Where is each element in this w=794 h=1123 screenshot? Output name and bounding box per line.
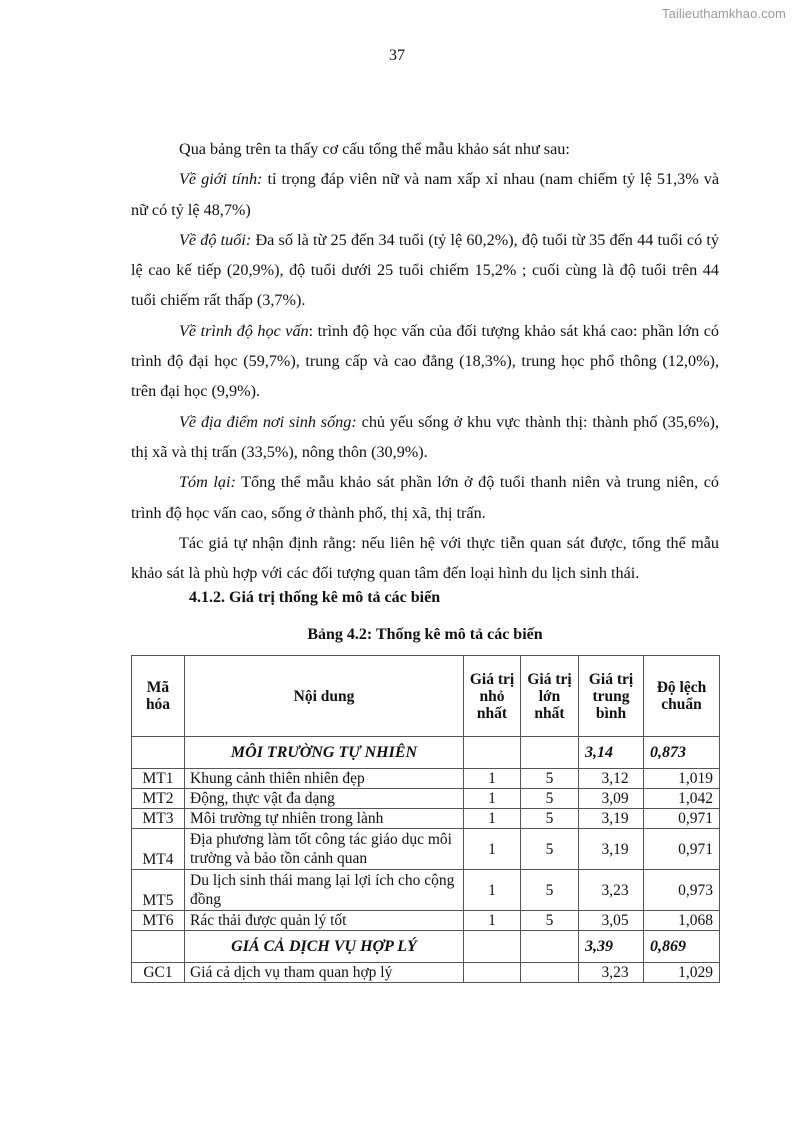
- cell-content: Môi trường tự nhiên trong lành: [185, 809, 464, 829]
- cell-code: MT1: [132, 769, 185, 789]
- paragraph-author-assessment: Tác giả tự nhận định rằng: nếu liên hệ với thực tiễn quan sát được, tổng thể mẫu khảo sát là phù hợp với các đối tượng quan tâm đến loại hình du lịch sinh thái.: [131, 533, 719, 583]
- paragraph-lead: Về giới tính:: [179, 170, 263, 189]
- table-row: [132, 963, 720, 983]
- cell-mean: 3,19: [579, 829, 644, 870]
- table-row: [132, 789, 720, 809]
- cell-sd: 0,971: [644, 829, 720, 870]
- cell-content: Du lịch sinh thái mang lại lợi ích cho cộng đồng: [185, 870, 464, 911]
- section-title: MÔI TRƯỜNG TỰ NHIÊN: [185, 737, 464, 769]
- cell-min: 1: [464, 911, 521, 931]
- table-row: [132, 829, 720, 870]
- cell-sd: 1,019: [644, 769, 720, 789]
- table-header-row: [132, 656, 720, 737]
- cell-sd: 1,042: [644, 789, 720, 809]
- table-row: [132, 769, 720, 789]
- cell-sd: 0,971: [644, 809, 720, 829]
- cell-max: 5: [521, 829, 579, 870]
- cell-code: MT3: [132, 809, 185, 829]
- cell-content: Động, thực vật đa dạng: [185, 789, 464, 809]
- cell-mean: 3,23: [579, 870, 644, 911]
- header-content: Nội dung: [185, 656, 464, 737]
- body-text: [131, 134, 719, 588]
- section-title: GIÁ CẢ DỊCH VỤ HỢP LÝ: [185, 931, 464, 963]
- watermark: Tailieuthamkhao.com: [661, 6, 786, 21]
- cell-code: MT6: [132, 911, 185, 931]
- cell-mean: 3,19: [579, 809, 644, 829]
- cell-mean: 3,12: [579, 769, 644, 789]
- paragraph-age: Về độ tuổi: Đa số là từ 25 đến 34 tuổi (tỷ lệ 60,2%), độ tuổi từ 35 đến 44 tuổi có tỷ lệ cao kế tiếp (20,9%), độ tuổi dưới 25 tuổi chiếm 15,2% ; cuối cùng là độ tuổi trên 44 tuổi chiếm rất thấp (3,7%).: [131, 230, 719, 310]
- cell-mean: 3,05: [579, 911, 644, 931]
- section-mean: 3,14: [579, 737, 644, 769]
- descriptive-stats-table: [131, 655, 720, 983]
- table-row: [132, 870, 720, 911]
- paragraph-intro: Qua bảng trên ta thấy cơ cấu tổng thể mẫu khảo sát như sau:: [179, 140, 570, 158]
- cell-sd: 0,973: [644, 870, 720, 911]
- cell-min: 1: [464, 769, 521, 789]
- cell-min: [464, 963, 521, 983]
- paragraph-summary: Tóm lại: Tổng thể mẫu khảo sát phần lớn ở độ tuổi thanh niên và trung niên, có trình độ học vấn cao, sống ở thành phố, thị xã, thị trấn.: [131, 473, 719, 522]
- table-row: [132, 809, 720, 829]
- paragraph-lead: Về độ tuổi:: [179, 230, 252, 249]
- cell-max: 5: [521, 789, 579, 809]
- section-mean: 3,39: [579, 931, 644, 963]
- table-row: [132, 911, 720, 931]
- cell-sd: 1,068: [644, 911, 720, 931]
- section-heading: 4.1.2. Giá trị thống kê mô tả các biến: [189, 589, 441, 606]
- paragraph-gender: Về giới tính: tỉ trọng đáp viên nữ và nam xấp xỉ nhau (nam chiếm tỷ lệ 51,3% và nữ có tỷ lệ 48,7%): [131, 170, 720, 219]
- cell-max: 5: [521, 769, 579, 789]
- cell-mean: 3,23: [579, 963, 644, 983]
- cell-code: MT2: [132, 789, 185, 809]
- cell-max: 5: [521, 809, 579, 829]
- cell-code: MT4: [132, 829, 185, 870]
- cell-min: 1: [464, 829, 521, 870]
- cell-content: Rác thải được quản lý tốt: [185, 911, 464, 931]
- cell-content: Địa phương làm tốt công tác giáo dục môi trường và bảo tồn cảnh quan: [185, 829, 464, 870]
- cell-sd: 1,029: [644, 963, 720, 983]
- cell-content: Giá cả dịch vụ tham quan hợp lý: [185, 963, 464, 983]
- section-sd: 0,869: [644, 931, 720, 963]
- header-sd: Độ lệch chuẩn: [644, 656, 720, 737]
- cell-content: Khung cảnh thiên nhiên đẹp: [185, 769, 464, 789]
- paragraph-lead: Về trình độ học vấn: [179, 321, 309, 340]
- paragraph-education: Về trình độ học vấn: trình độ học vấn của đối tượng khảo sát khá cao: phần lớn có trình độ đại học (59,7%), trung cấp và cao đẳng (18,3%), trung học phổ thông (12,0%), trên đại học (9,9%).: [131, 321, 719, 401]
- section-sd: 0,873: [644, 737, 720, 769]
- paragraph-lead: Tóm lại:: [179, 473, 236, 492]
- table-caption: Bảng 4.2: Thống kê mô tả các biến: [307, 626, 543, 643]
- cell-min: 1: [464, 809, 521, 829]
- cell-min: 1: [464, 870, 521, 911]
- page-number: 37: [389, 47, 405, 64]
- header-code: Mã hóa: [132, 656, 185, 737]
- cell-code: MT5: [132, 870, 185, 911]
- cell-min: 1: [464, 789, 521, 809]
- header-min: Giá trị nhỏ nhất: [464, 656, 521, 737]
- header-max: Giá trị lớn nhất: [521, 656, 579, 737]
- header-mean: Giá trị trung bình: [579, 656, 644, 737]
- paragraph-lead: Về địa điểm nơi sinh sống:: [179, 412, 357, 431]
- cell-max: [521, 963, 579, 983]
- cell-mean: 3,09: [579, 789, 644, 809]
- section-row: [132, 931, 720, 963]
- cell-code: GC1: [132, 963, 185, 983]
- section-row: [132, 737, 720, 769]
- cell-max: 5: [521, 911, 579, 931]
- cell-max: 5: [521, 870, 579, 911]
- paragraph-residence: Về địa điểm nơi sinh sống: chủ yếu sống ở khu vực thành thị: thành phố (35,6%), thị xã và thị trấn (33,5%), nông thôn (30,9%).: [131, 412, 719, 461]
